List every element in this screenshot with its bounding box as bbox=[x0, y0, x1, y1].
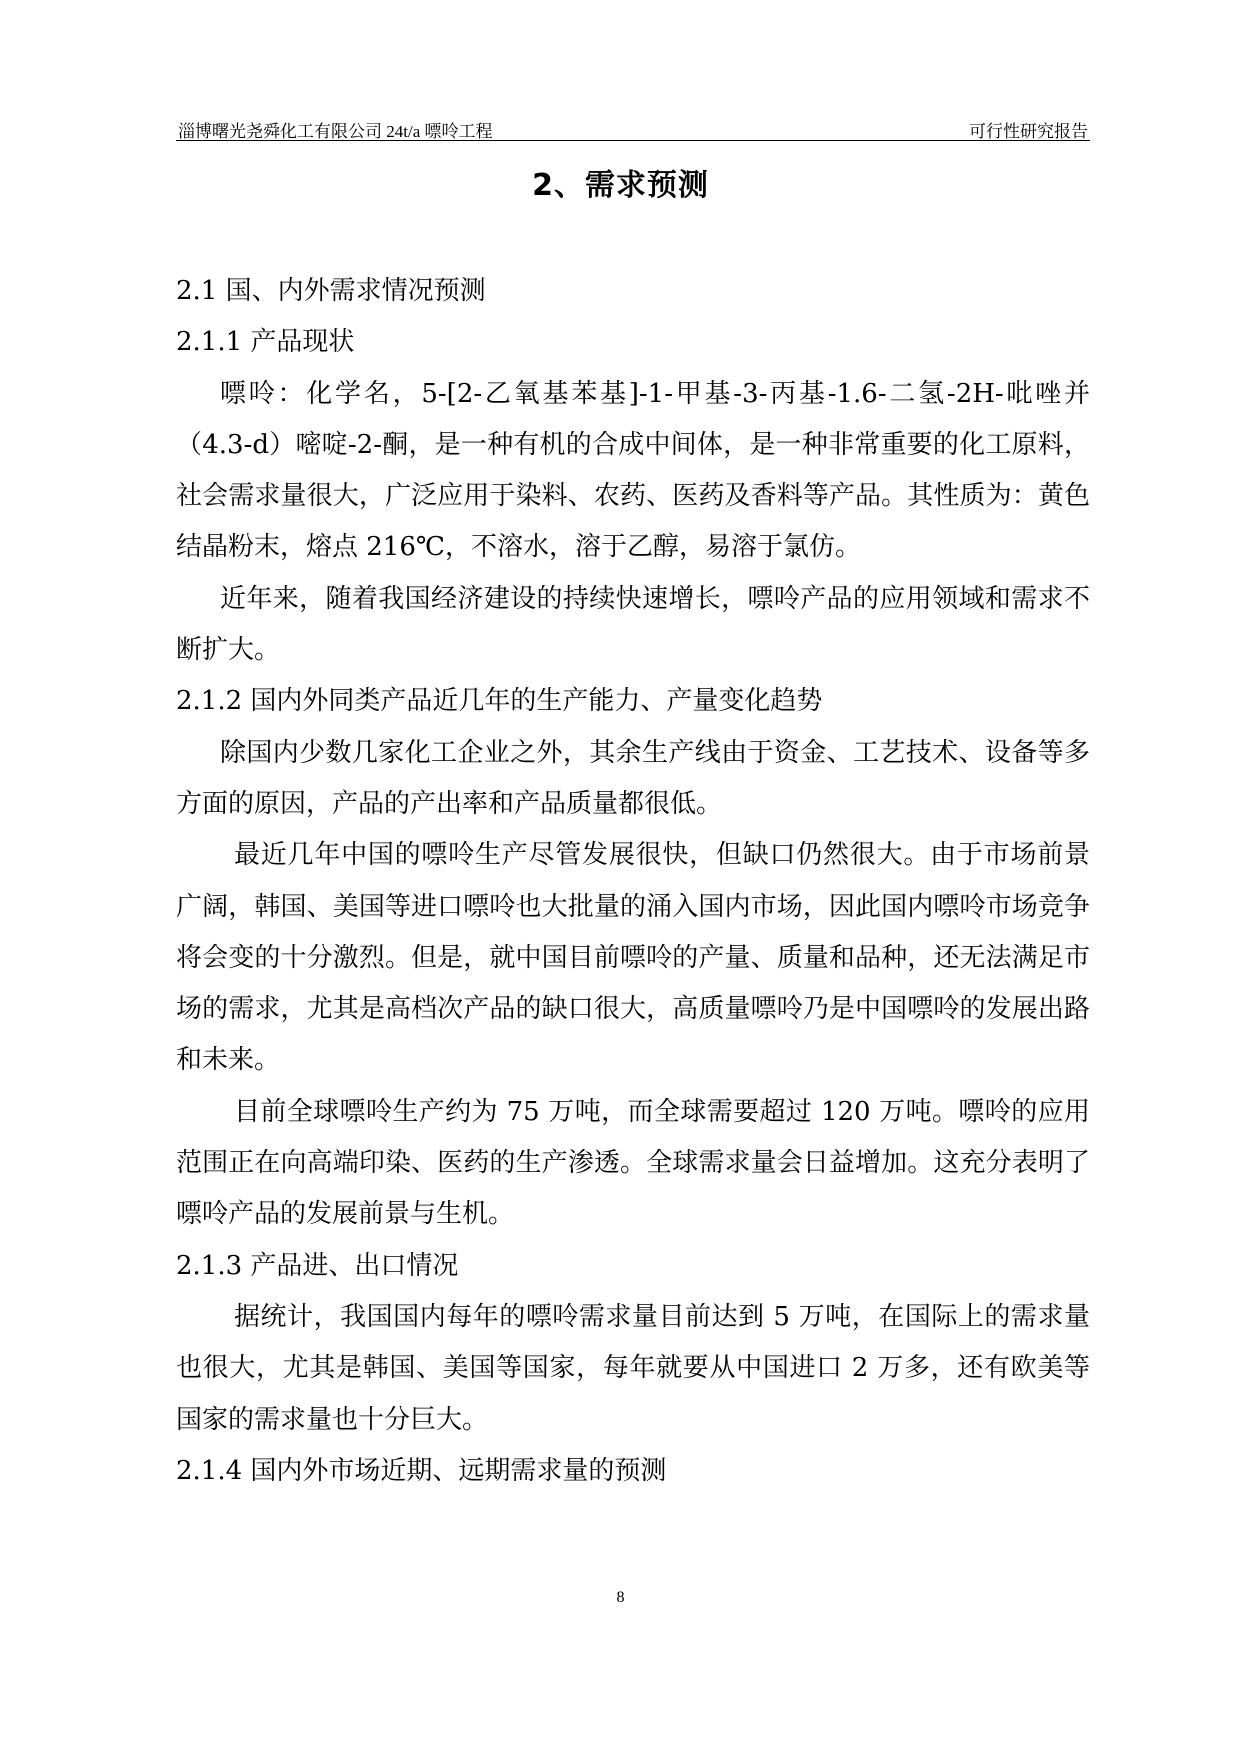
chapter-title: 2、需求预测 bbox=[532, 168, 709, 203]
section-heading-2-1-2: 2.1.2 国内外同类产品近几年的生产能力、产量变化趋势 bbox=[176, 686, 823, 717]
page-number: 8 bbox=[616, 1589, 625, 1606]
paragraph-domestic-producers: 除国内少数几家化工企业之外，其余生产线由于资金、工艺技术、设备等多方面的原因，产品的产出率和产品质量都很低。 bbox=[176, 737, 1090, 819]
section-heading-2-1: 2.1 国、内外需求情况预测 bbox=[176, 276, 486, 306]
running-header bbox=[176, 116, 1090, 141]
section-heading-2-1-4: 2.1.4 国内外市场近期、远期需求量的预测 bbox=[176, 1455, 667, 1486]
paragraph-global-production: 目前全球嘌呤生产约为 75 万吨，而全球需要超过 120 万吨。嘌呤的应用范围正在向高端印染、医药的生产渗透。全球需求量会日益增加。这充分表明了嘌呤产品的发展前景与生机。 bbox=[176, 1096, 1090, 1230]
paragraph-product-description: 嘌呤：化学名，5-[2-乙氧基苯基]-1-甲基-3-丙基-1.6-二氢-2H-吡唑并（4.3-d）嘧啶-2-酮，是一种有机的合成中间体，是一种非常重要的化工原料，社会需求量很大，广泛应用于染料、农药、医药及香料等产品。其性质为：黄色结晶粉末，熔点 216℃，不溶水，溶于乙醇，易溶于氯仿。 bbox=[176, 378, 1090, 563]
paragraph-import-export: 据统计，我国国内每年的嘌呤需求量目前达到 5 万吨，在国际上的需求量也很大，尤其是韩国、美国等国家，每年就要从中国进口 2 万多，还有欧美等国家的需求量也十分巨大。 bbox=[176, 1301, 1090, 1435]
section-heading-2-1-3: 2.1.3 产品进、出口情况 bbox=[176, 1250, 459, 1281]
paragraph-demand-growth: 近年来，随着我国经济建设的持续快速增长，嘌呤产品的应用领域和需求不断扩大。 bbox=[176, 583, 1090, 666]
header-report-type: 可行性研究报告 bbox=[969, 122, 1088, 141]
document-body bbox=[176, 266, 1090, 1497]
header-project-title: 淄博曙光尧舜化工有限公司 24t/a 嘌呤工程 bbox=[178, 122, 493, 141]
section-heading-2-1-1: 2.1.1 产品现状 bbox=[176, 327, 355, 358]
paragraph-market-gap: 最近几年中国的嘌呤生产尽管发展很快，但缺口仍然很大。由于市场前景广阔，韩国、美国等进口嘌呤也大批量的涌入国内市场，因此国内嘌呤市场竞争将会变的十分激烈。但是，就中国目前嘌呤的产量、质量和品种，还无法满足市场的需求，尤其是高档次产品的缺口很大，高质量嘌呤乃是中国嘌呤的发展出路和未来。 bbox=[176, 840, 1090, 1076]
